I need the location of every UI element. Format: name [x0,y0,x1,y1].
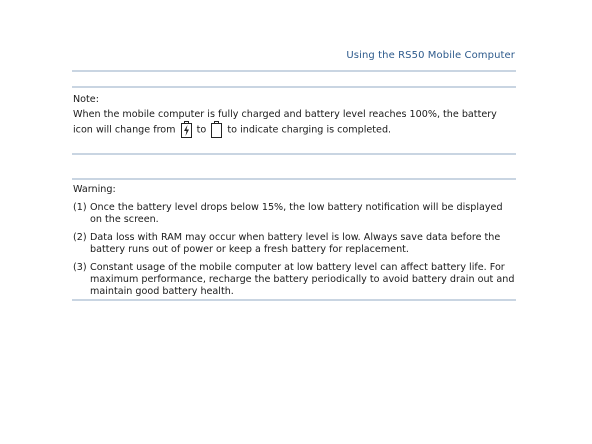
battery-full-icon [211,121,222,138]
warning-item-1 [73,202,517,226]
warning-item-number: (2) [73,232,87,243]
warning-item-3 [73,262,517,298]
warning-item-number: (3) [73,262,87,273]
note-text-part1: When the mobile computer is fully charged and battery level reaches 100%, the battery icon will change from [73,109,497,136]
note-text-part2: to indicate charging is completed. [227,124,392,136]
warning-item-2 [73,232,517,256]
warning-item-number: (1) [73,202,87,213]
divider-note-top [72,86,516,88]
warning-item-text: Data loss with RAM may occur when battery level is low. Always save data before the battery runs out of power or keep a fresh battery for replacement. [90,232,501,255]
note-text-mid: to [196,124,207,136]
warning-item-text: Constant usage of the mobile computer at low battery level can affect battery life. For maximum performance, recharge the battery periodically to avoid battery drain out and maintain good battery health. [90,262,515,297]
divider-top [72,70,516,72]
warning-item-text: Once the battery level drops below 15%, the low battery notification will be displayed on the screen. [90,202,503,225]
note-text [73,109,517,138]
divider-warning-bottom [72,299,516,301]
warning-label: Warning: [73,184,116,195]
note-label: Note: [73,94,99,105]
battery-charging-icon [181,121,192,138]
divider-warning-top [72,178,516,180]
page-header-title: Using the RS50 Mobile Computer [346,50,515,61]
divider-note-bottom [72,153,516,155]
